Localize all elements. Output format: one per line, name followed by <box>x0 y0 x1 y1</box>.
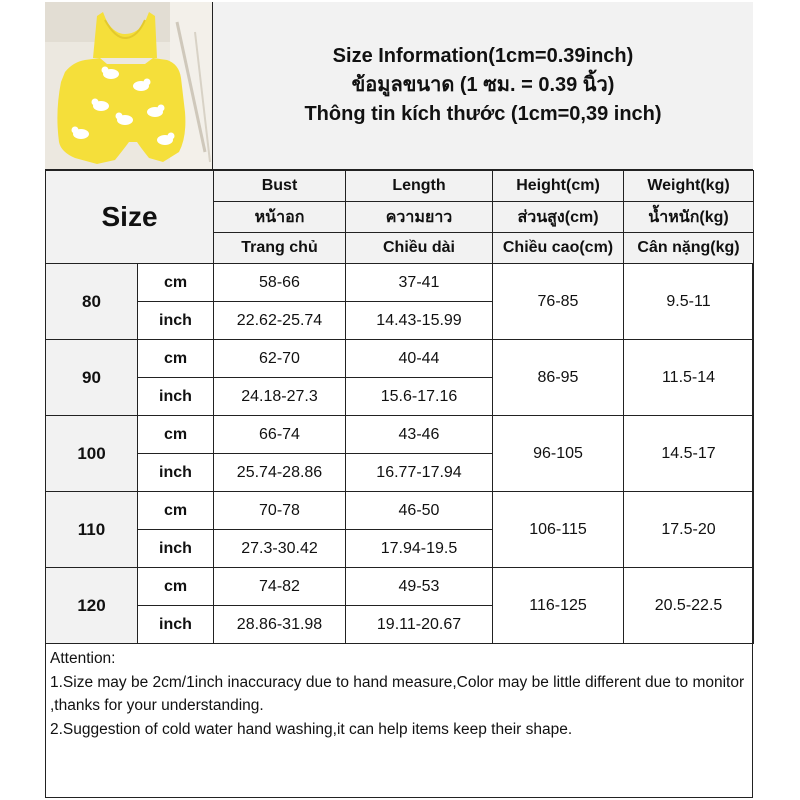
height-header-th: ส่วนสูง(cm) <box>493 202 624 233</box>
height-header-en: Height(cm) <box>493 171 624 202</box>
product-photo <box>45 2 213 170</box>
unit-cm: cm <box>138 264 214 302</box>
length-cm: 37-41 <box>346 264 493 302</box>
height-value: 86-95 <box>493 340 624 416</box>
height-value: 76-85 <box>493 264 624 340</box>
unit-inch: inch <box>138 454 214 492</box>
unit-inch: inch <box>138 606 214 644</box>
weight-value: 14.5-17 <box>624 416 754 492</box>
attention-title: Attention: <box>50 650 116 667</box>
bust-cm: 58-66 <box>214 264 346 302</box>
length-inch: 16.77-17.94 <box>346 454 493 492</box>
size-label: 80 <box>46 264 138 340</box>
unit-cm: cm <box>138 416 214 454</box>
bust-cm: 74-82 <box>214 568 346 606</box>
weight-value: 20.5-22.5 <box>624 568 754 644</box>
table-row <box>46 264 754 302</box>
weight-value: 9.5-11 <box>624 264 754 340</box>
table-row <box>46 568 754 606</box>
table-row <box>46 492 754 530</box>
header-line-thai: ข้อมูลขนาด (1 ซม. = 0.39 นิ้ว) <box>351 74 615 96</box>
length-cm: 49-53 <box>346 568 493 606</box>
attention-note-1: 1.Size may be 2cm/1inch inaccuracy due to hand measure,Color may be little different due to monitor ,thanks for your understanding. <box>50 673 745 714</box>
length-cm: 46-50 <box>346 492 493 530</box>
length-cm: 40-44 <box>346 340 493 378</box>
height-value: 116-125 <box>493 568 624 644</box>
yellow-romper-icon <box>45 2 213 170</box>
weight-header-th: น้ำหนัก(kg) <box>624 202 754 233</box>
bust-cm: 70-78 <box>214 492 346 530</box>
attention-note-2: 2.Suggestion of cold water hand washing,it can help items keep their shape. <box>50 720 573 738</box>
length-inch: 15.6-17.16 <box>346 378 493 416</box>
length-inch: 19.11-20.67 <box>346 606 493 644</box>
bust-header-en: Bust <box>214 171 346 202</box>
size-label: 110 <box>46 492 138 568</box>
weight-header-en: Weight(kg) <box>624 171 754 202</box>
length-header-th: ความยาว <box>346 202 493 233</box>
bust-cm: 62-70 <box>214 340 346 378</box>
unit-inch: inch <box>138 378 214 416</box>
height-value: 96-105 <box>493 416 624 492</box>
unit-inch: inch <box>138 302 214 340</box>
size-column-header: Size <box>46 171 214 264</box>
bust-header-th: หน้าอก <box>214 202 346 233</box>
length-header-vi: Chiều dài <box>346 233 493 264</box>
size-table <box>45 170 754 644</box>
attention-notes <box>45 644 753 798</box>
bust-inch: 22.62-25.74 <box>214 302 346 340</box>
bust-inch: 28.86-31.98 <box>214 606 346 644</box>
unit-cm: cm <box>138 568 214 606</box>
length-header-en: Length <box>346 171 493 202</box>
bust-inch: 25.74-28.86 <box>214 454 346 492</box>
size-information-header <box>213 2 753 170</box>
size-label: 90 <box>46 340 138 416</box>
unit-cm: cm <box>138 340 214 378</box>
size-label: 120 <box>46 568 138 644</box>
header-line-vietnamese: Thông tin kích thước (1cm=0,39 inch) <box>304 103 662 125</box>
unit-inch: inch <box>138 530 214 568</box>
length-inch: 14.43-15.99 <box>346 302 493 340</box>
weight-value: 11.5-14 <box>624 340 754 416</box>
unit-cm: cm <box>138 492 214 530</box>
header-line-english: Size Information(1cm=0.39inch) <box>332 45 634 67</box>
weight-header-vi: Cân nặng(kg) <box>624 233 754 264</box>
table-row <box>46 416 754 454</box>
bust-inch: 27.3-30.42 <box>214 530 346 568</box>
height-header-vi: Chiều cao(cm) <box>493 233 624 264</box>
height-value: 106-115 <box>493 492 624 568</box>
bust-cm: 66-74 <box>214 416 346 454</box>
bust-inch: 24.18-27.3 <box>214 378 346 416</box>
bust-header-vi: Trang chủ <box>214 233 346 264</box>
length-inch: 17.94-19.5 <box>346 530 493 568</box>
size-label: 100 <box>46 416 138 492</box>
table-row <box>46 340 754 378</box>
weight-value: 17.5-20 <box>624 492 754 568</box>
length-cm: 43-46 <box>346 416 493 454</box>
